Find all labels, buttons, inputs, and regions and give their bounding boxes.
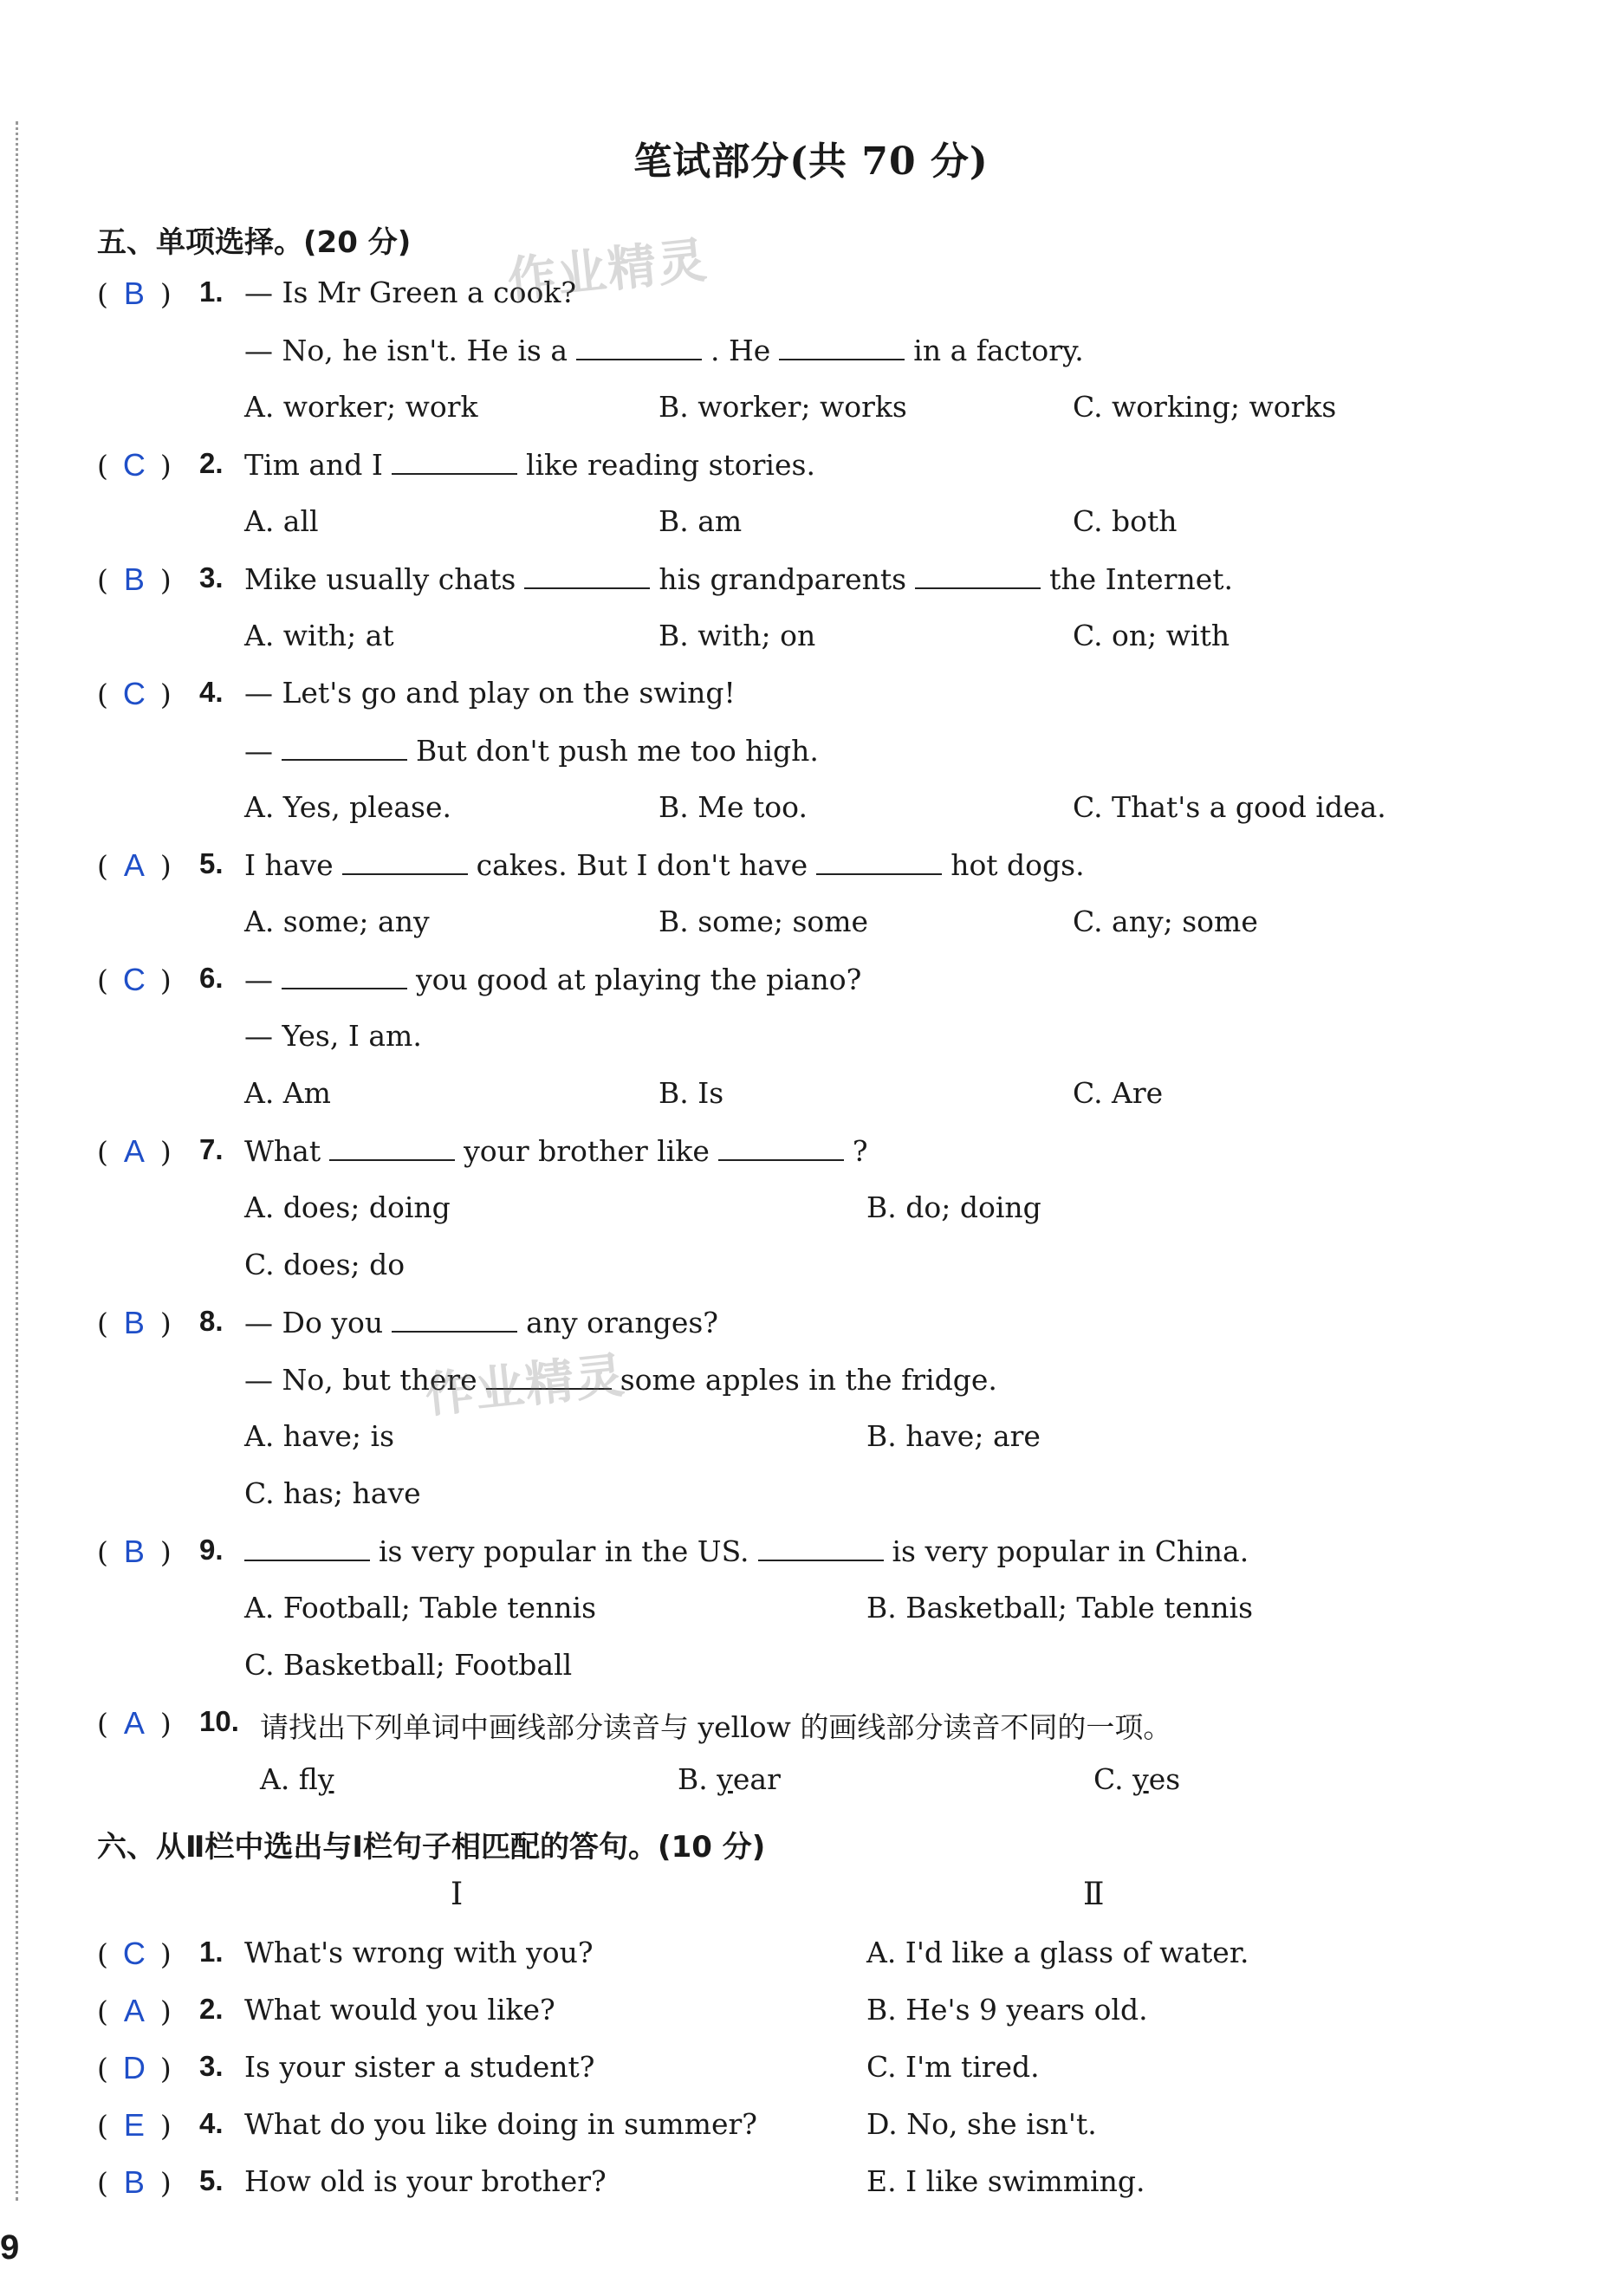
option-a: A. worker; work [244, 390, 478, 424]
question-9 [0, 1534, 1622, 1586]
option-c: C. working; works [1073, 390, 1337, 424]
option-c: C. yes [1093, 1762, 1181, 1796]
question-4-options [0, 790, 1622, 842]
option-c: C. does; do [244, 1248, 406, 1281]
answer-letter: B [123, 1534, 145, 1569]
section-5-heading: 五、单项选择。(20 分) [97, 225, 412, 260]
response-option: A. I'd like a glass of water. [866, 1936, 1249, 1969]
answer-letter: A [123, 847, 145, 883]
answer-letter: A [123, 1993, 145, 2028]
answer-letter: B [123, 276, 145, 311]
blank [758, 1534, 884, 1561]
match-item-5 [0, 2164, 1622, 2216]
answer-paren: ( B ) [97, 2164, 172, 2200]
answer-paren: ( B ) [97, 561, 172, 597]
answer-paren: ( C ) [97, 676, 172, 711]
answer-paren: ( D ) [97, 2050, 172, 2085]
response-option: B. He's 9 years old. [866, 1993, 1148, 2027]
question-8 [0, 1305, 1622, 1357]
option-c: C. has; have [244, 1476, 421, 1510]
answer-paren: ( A ) [97, 1705, 172, 1741]
blank [282, 962, 407, 989]
page-title: 笔试部分(共 70 分) [633, 139, 989, 184]
answer-paren: ( C ) [97, 447, 172, 483]
blank [244, 1534, 370, 1561]
option-b: B. year [678, 1762, 781, 1796]
answer-letter: C [122, 676, 146, 711]
question-9-options-2 [0, 1648, 1622, 1700]
column-2-heading: Ⅱ [1083, 1877, 1105, 1912]
question-7-options [0, 1190, 1622, 1242]
answer-paren: ( B ) [97, 1305, 172, 1340]
blank [915, 561, 1041, 589]
response-option: C. I'm tired. [866, 2050, 1040, 2084]
question-stem: — you good at playing the piano? [244, 963, 862, 996]
question-number: 3. [199, 561, 224, 593]
option-b: B. with; on [659, 619, 816, 652]
blank [718, 1133, 844, 1161]
option-a: A. all [244, 504, 319, 538]
question-10-options [0, 1762, 1622, 1814]
option-c: C. both [1073, 504, 1178, 538]
option-a: A. Football; Table tennis [244, 1591, 597, 1625]
watermark-logo: 作业精灵 [422, 1347, 629, 1424]
watermark-logo: 作业精灵 [504, 232, 711, 309]
question-1-line2 [0, 333, 1622, 385]
match-item-3 [0, 2050, 1622, 2102]
question-stem: — No, he isn't. He is a . He in a factory. [244, 334, 1084, 367]
question-stem: Is your sister a student? [244, 2050, 595, 2084]
blank [329, 1133, 455, 1161]
answer-letter: B [123, 1305, 145, 1340]
blank [392, 1305, 517, 1333]
answer-paren: ( A ) [97, 1133, 172, 1169]
option-b: B. Is [659, 1076, 724, 1110]
option-b: B. worker; works [659, 390, 907, 424]
question-number: 1. [199, 276, 224, 308]
question-number: 2. [199, 1993, 224, 2025]
option-b: B. do; doing [866, 1190, 1041, 1224]
question-stem: — Let's go and play on the swing! [244, 676, 736, 710]
option-c: C. Basketball; Football [244, 1648, 573, 1682]
option-a: A. with; at [244, 619, 394, 652]
option-b: B. have; are [866, 1419, 1041, 1453]
question-3 [0, 561, 1622, 613]
question-number: 1. [199, 1936, 224, 1968]
question-stem: What do you like doing in summer? [244, 2107, 757, 2141]
answer-letter: A [123, 1705, 145, 1741]
blank [524, 561, 650, 589]
question-number: 5. [199, 847, 224, 879]
question-number: 4. [199, 676, 224, 708]
question-2 [0, 447, 1622, 499]
question-9-options [0, 1591, 1622, 1643]
question-stem: What your brother like ? [244, 1134, 868, 1168]
question-3-options [0, 619, 1622, 671]
blank [392, 447, 517, 475]
question-stem: Mike usually chats his grandparents the Internet. [244, 562, 1233, 596]
question-5-options [0, 905, 1622, 957]
question-stem: — No, but there some apples in the fridge. [244, 1363, 997, 1397]
answer-letter: B [123, 2164, 145, 2200]
question-number: 8. [199, 1305, 224, 1337]
question-stem: How old is your brother? [244, 2164, 607, 2198]
question-6-line2 [0, 1019, 1622, 1071]
answer-paren: ( E ) [97, 2107, 172, 2143]
page-number: 9 [0, 2228, 20, 2267]
option-b: B. Me too. [659, 790, 808, 824]
question-8-options-2 [0, 1476, 1622, 1528]
answer-paren: ( B ) [97, 1534, 172, 1569]
answer-letter: C [122, 447, 146, 483]
answer-paren: ( A ) [97, 847, 172, 883]
blank [342, 847, 468, 875]
blank [779, 333, 905, 360]
option-c: C. Are [1073, 1076, 1164, 1110]
question-7-options-2 [0, 1248, 1622, 1300]
match-item-4 [0, 2107, 1622, 2159]
option-a: A. some; any [244, 905, 430, 938]
question-number: 10. [199, 1705, 239, 1737]
question-number: 2. [199, 447, 224, 479]
response-option: E. I like swimming. [866, 2164, 1145, 2198]
question-4 [0, 676, 1622, 728]
question-stem: is very popular in the US. is very popular in China. [244, 1534, 1249, 1568]
option-a: A. Yes, please. [244, 790, 452, 824]
question-number: 3. [199, 2050, 224, 2082]
answer-paren: ( A ) [97, 1993, 172, 2028]
question-stem: Tim and I like reading stories. [244, 448, 815, 482]
question-5 [0, 847, 1622, 899]
option-a: A. does; doing [244, 1190, 451, 1224]
question-stem: What would you like? [244, 1993, 555, 2027]
question-stem: — Yes, I am. [244, 1019, 422, 1053]
option-b: B. Basketball; Table tennis [866, 1591, 1253, 1625]
question-8-options [0, 1419, 1622, 1471]
question-number: 7. [199, 1133, 224, 1165]
match-item-2 [0, 1993, 1622, 2045]
question-stem: 请找出下列单词中画线部分读音与 yellow 的画线部分读音不同的一项。 [260, 1710, 1172, 1744]
option-b: B. some; some [659, 905, 869, 938]
blank [816, 847, 942, 875]
answer-letter: E [123, 2107, 145, 2143]
option-a: A. fly [260, 1762, 334, 1796]
option-a: A. have; is [244, 1419, 395, 1453]
question-4-line2 [0, 733, 1622, 785]
answer-paren: ( C ) [97, 1936, 172, 1971]
match-item-1 [0, 1936, 1622, 1988]
answer-letter: A [123, 1133, 145, 1169]
blank [282, 733, 407, 761]
answer-letter: C [122, 1936, 146, 1971]
question-1-options [0, 390, 1622, 442]
question-number: 9. [199, 1534, 224, 1566]
question-stem: — Do you any oranges? [244, 1306, 718, 1339]
question-8-line2 [0, 1362, 1622, 1414]
question-stem: I have cakes. But I don't have hot dogs. [244, 848, 1085, 882]
column-1-heading: Ⅰ [451, 1877, 464, 1912]
question-stem: — Is Mr Green a cook? [244, 276, 577, 309]
question-7 [0, 1133, 1622, 1185]
question-stem: What's wrong with you? [244, 1936, 594, 1969]
answer-paren: ( C ) [97, 962, 172, 997]
option-a: A. Am [244, 1076, 331, 1110]
question-2-options [0, 504, 1622, 556]
question-1 [0, 276, 1622, 328]
answer-paren: ( B ) [97, 276, 172, 311]
question-number: 6. [199, 962, 224, 994]
option-c: C. on; with [1073, 619, 1230, 652]
answer-letter: C [122, 962, 146, 997]
answer-letter: B [123, 561, 145, 597]
blank [576, 333, 702, 360]
answer-letter: D [122, 2050, 146, 2085]
option-c: C. any; some [1073, 905, 1258, 938]
section-6-heading: 六、从Ⅱ栏中选出与Ⅰ栏句子相匹配的答句。(10 分) [97, 1830, 766, 1865]
question-6 [0, 962, 1622, 1014]
question-number: 5. [199, 2164, 224, 2196]
option-b: B. am [659, 504, 743, 538]
response-option: D. No, she isn't. [866, 2107, 1097, 2141]
question-number: 4. [199, 2107, 224, 2139]
question-6-options [0, 1076, 1622, 1128]
question-10 [0, 1705, 1622, 1757]
option-c: C. That's a good idea. [1073, 790, 1386, 824]
question-stem: — But don't push me too high. [244, 734, 819, 768]
